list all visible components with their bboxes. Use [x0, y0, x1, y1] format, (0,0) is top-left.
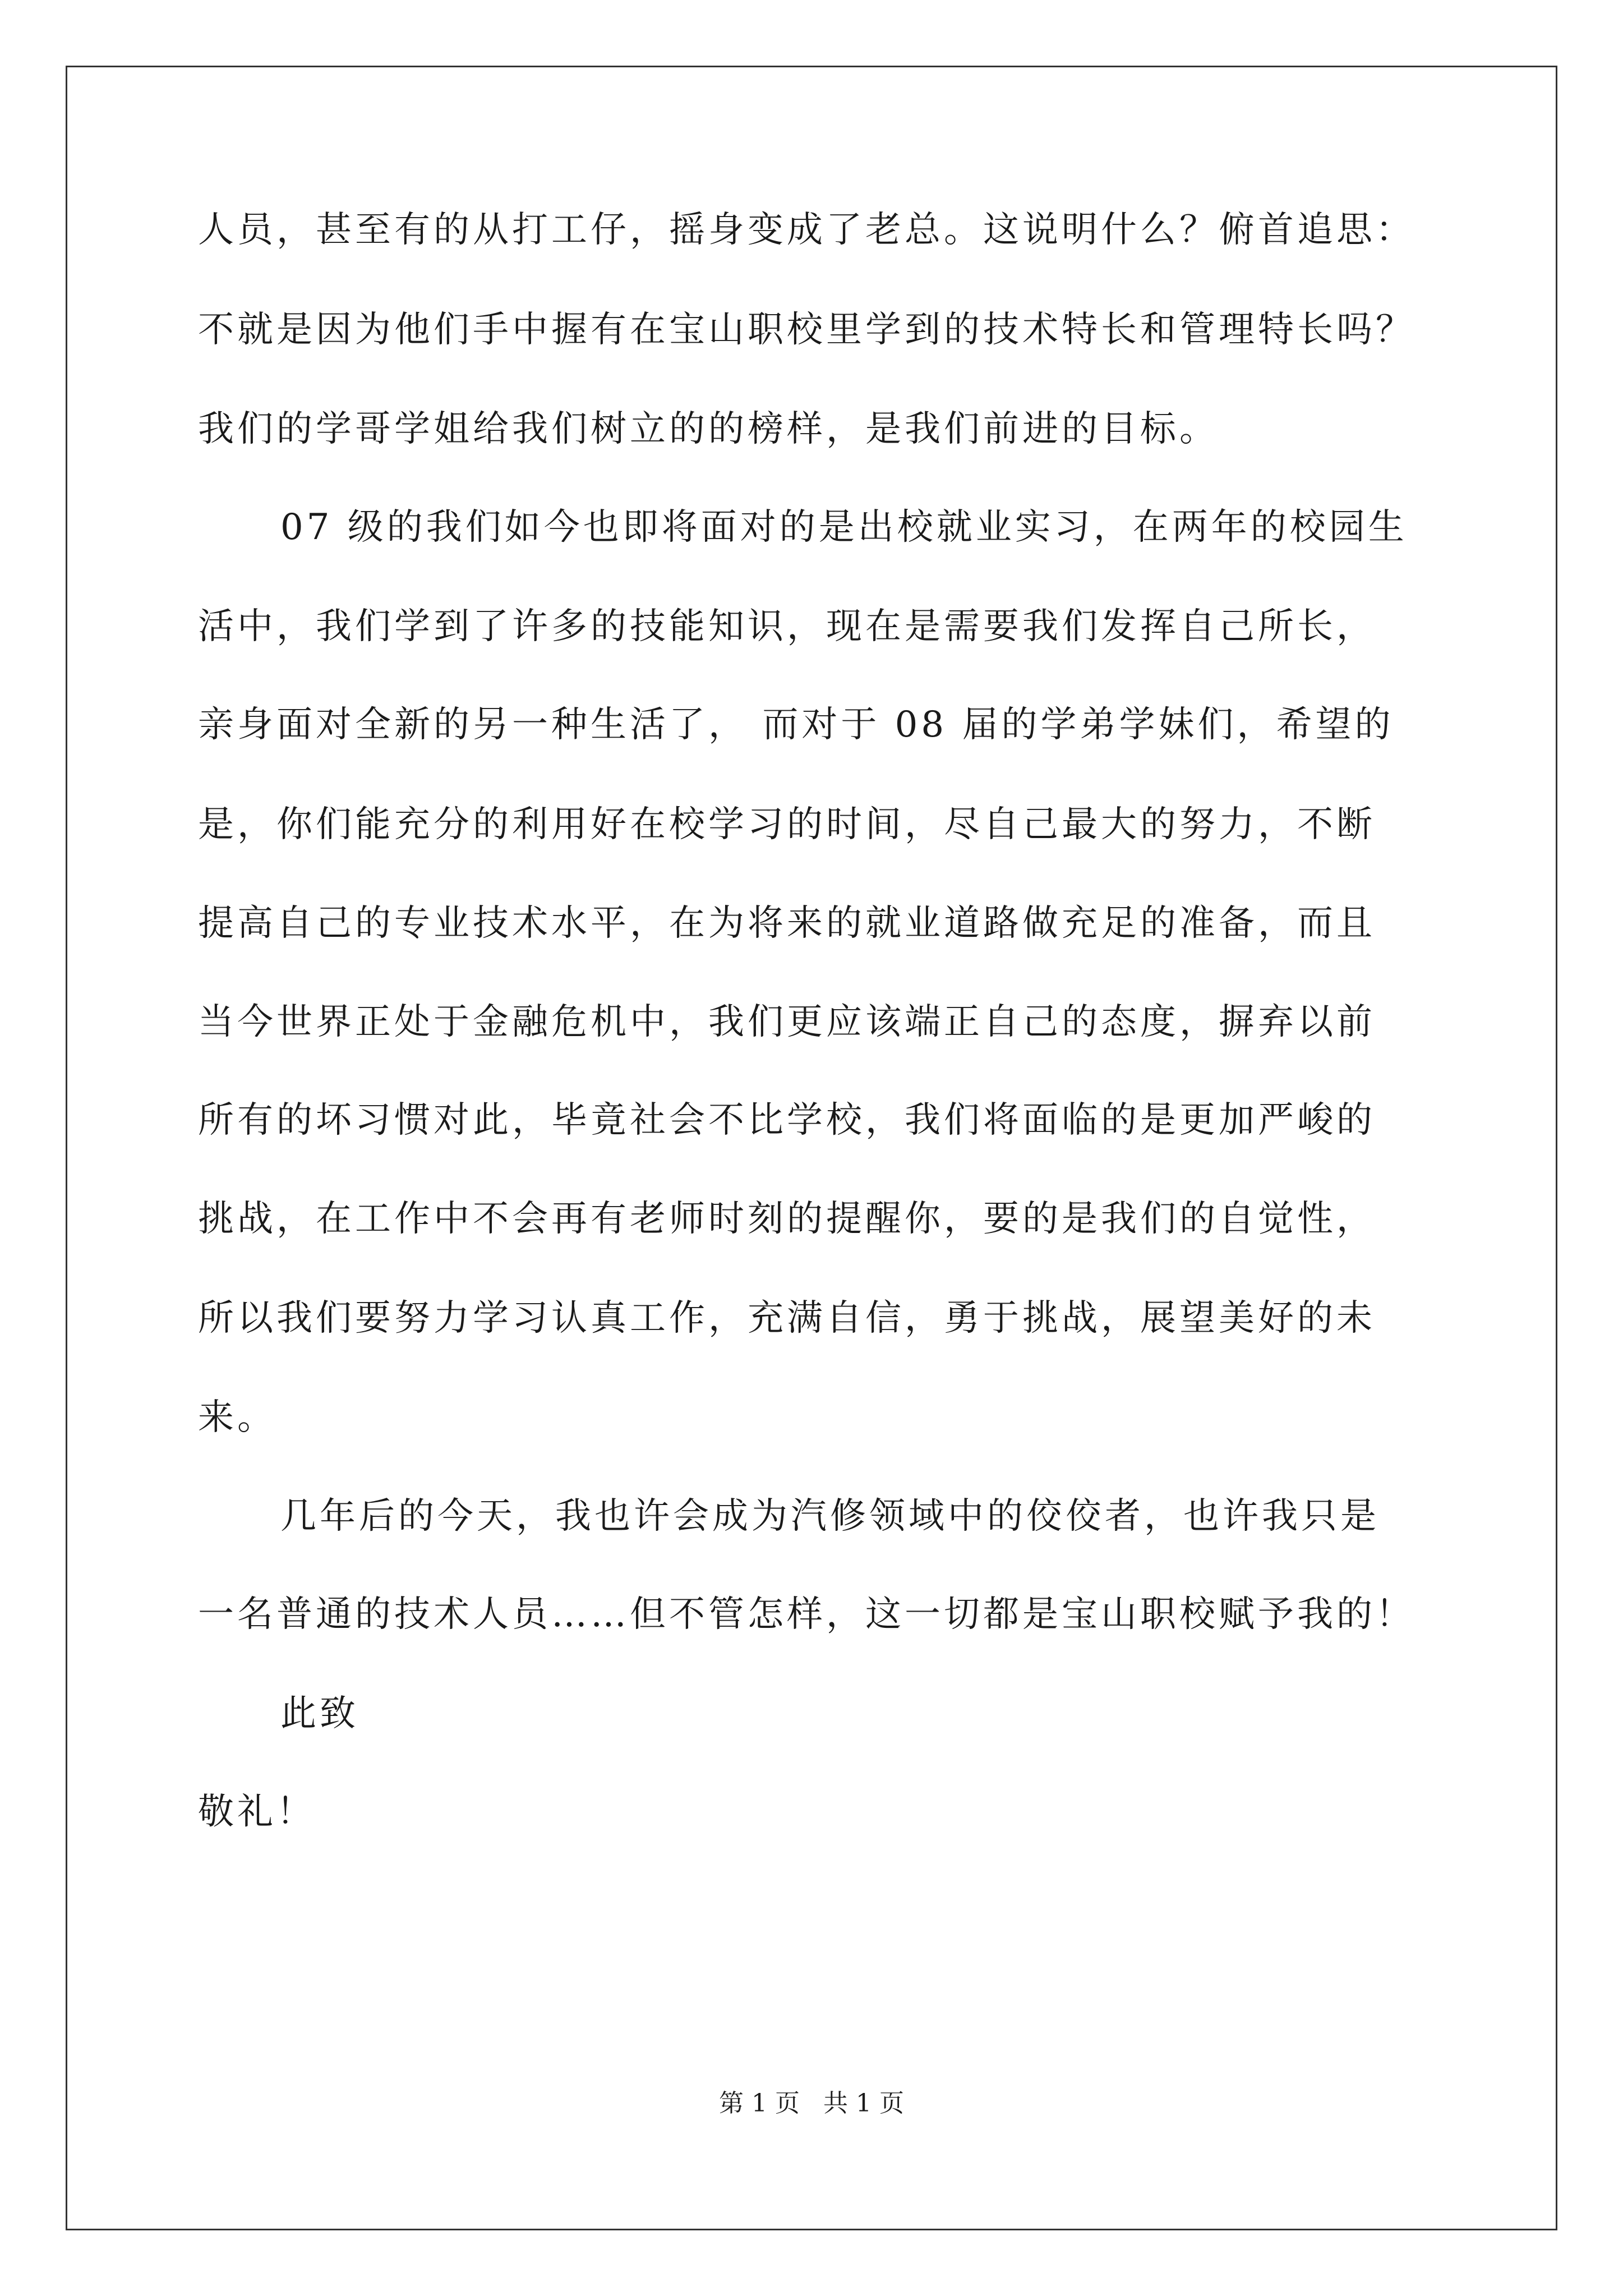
body-line-15: 一名普通的技术人员……但不管怎样，这一切都是宝山职校赋予我的！: [198, 1594, 1415, 1635]
body-line-14: 几年后的今天，我也许会成为汽修领域中的佼佼者，也许我只是: [280, 1496, 1380, 1537]
body-line-9: 当今世界正处于金融危机中，我们更应该端正自己的态度，摒弃以前: [198, 1001, 1376, 1043]
body-line-12: 所以我们要努力学习认真工作，充满自信，勇于挑战，展望美好的未: [198, 1297, 1376, 1339]
page-footer: 第 1 页 共 1 页: [719, 2089, 904, 2118]
body-line-1: 人员，甚至有的从打工仔，摇身变成了老总。这说明什么？俯首追思：: [198, 209, 1415, 251]
body-line-3: 我们的学哥学姐给我们树立的的榜样，是我们前进的目标。: [198, 408, 1219, 450]
body-line-6: 亲身面对全新的另一种生活了， 而对于 08 届的学弟学妹们，希望的: [198, 704, 1394, 746]
body-line-11: 挑战，在工作中不会再有老师时刻的提醒你，要的是我们的自觉性，: [198, 1198, 1376, 1240]
body-line-8: 提高自己的专业技术水平，在为将来的就业道路做充足的准备，而且: [198, 903, 1376, 944]
body-line-10: 所有的坏习惯对此，毕竟社会不比学校，我们将面临的是更加严峻的: [198, 1099, 1376, 1141]
body-line-5: 活中，我们学到了许多的技能知识，现在是需要我们发挥自己所长，: [198, 606, 1376, 647]
closing-salutation: 此致: [280, 1693, 359, 1734]
body-line-4: 07 级的我们如今也即将面对的是出校就业实习，在两年的校园生: [280, 507, 1408, 548]
body-line-2: 不就是因为他们手中握有在宝山职校里学到的技术特长和管理特长吗？: [198, 309, 1415, 351]
closing-regards: 敬礼！: [198, 1791, 316, 1833]
page-border: [66, 66, 1557, 2230]
body-line-13: 来。: [198, 1397, 276, 1438]
body-line-7: 是，你们能充分的利用好在校学习的时间，尽自己最大的努力，不断: [198, 804, 1376, 845]
